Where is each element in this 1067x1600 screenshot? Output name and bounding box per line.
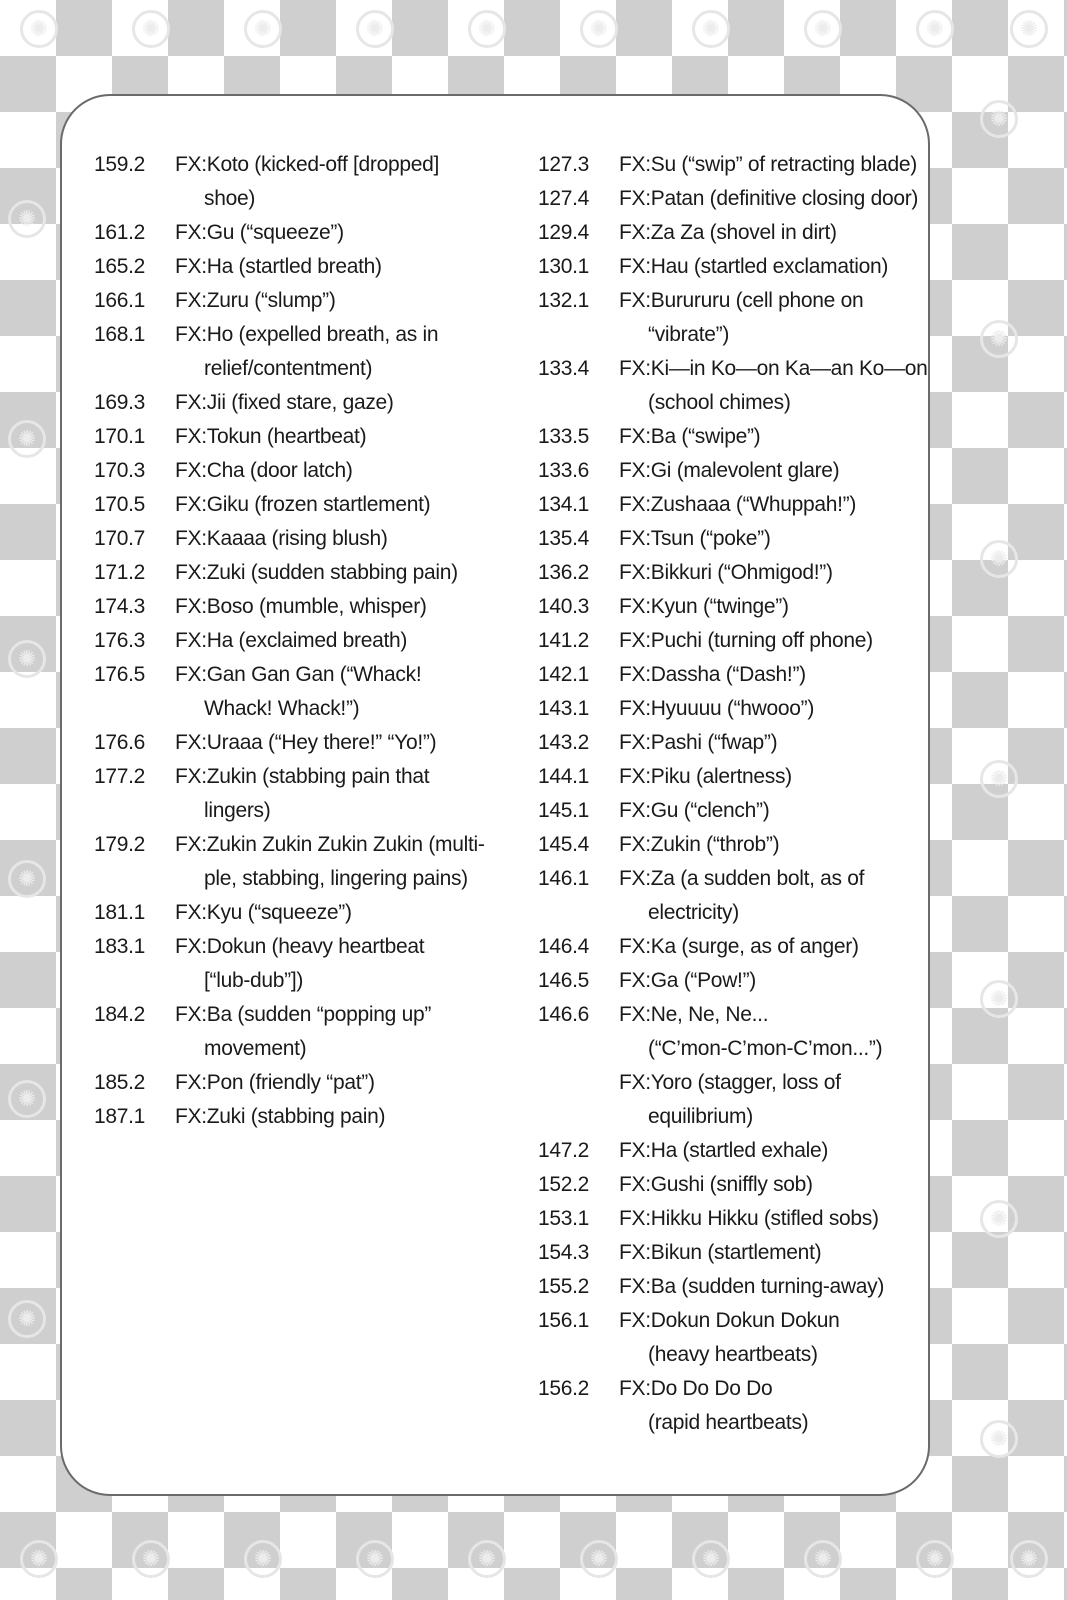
glossary-entry (538, 590, 918, 624)
sound-effect-text: FX:Zukin Zukin Zukin Zukin (multi- (175, 833, 485, 856)
panel-number: 140.3 (538, 595, 590, 618)
sound-effect-text: FX:Burururu (cell phone on (619, 289, 864, 312)
glossary-entry (94, 760, 504, 828)
glossary-entry (538, 760, 918, 794)
sound-effect-text: FX:Gushi (sniffly sob) (619, 1173, 813, 1196)
swirl-ornament-icon: ✺ (356, 10, 394, 48)
glossary-entry (94, 658, 504, 726)
sound-effect-text: FX:Piku (alertness) (619, 765, 792, 788)
sound-effect-text: FX:Puchi (turning off phone) (619, 629, 873, 652)
swirl-ornament-icon: ✺ (980, 980, 1018, 1018)
sound-effect-text-continued: [“lub-dub”]) (204, 969, 304, 992)
swirl-ornament-icon: ✺ (916, 1540, 954, 1578)
panel-number: 170.5 (94, 493, 146, 516)
sound-effect-text: FX:Do Do Do Do (619, 1377, 773, 1400)
glossary-entry (538, 488, 918, 522)
swirl-ornament-icon: ✺ (980, 540, 1018, 578)
sound-effect-text: FX:Dokun (heavy heartbeat (175, 935, 425, 958)
sound-effect-text: FX:Kyu (“squeeze”) (175, 901, 352, 924)
panel-number: 133.5 (538, 425, 590, 448)
glossary-entry (538, 1270, 918, 1304)
sound-effect-text-continued: “vibrate”) (648, 323, 730, 346)
sound-effect-text: FX:Zushaaa (“Whuppah!”) (619, 493, 857, 516)
glossary-entry (538, 828, 918, 862)
glossary-entry (538, 250, 918, 284)
sound-effect-text: FX:Yoro (stagger, loss of (619, 1071, 841, 1094)
panel-number: 176.3 (94, 629, 146, 652)
glossary-entry (538, 454, 918, 488)
glossary-entry (538, 1168, 918, 1202)
sound-effect-text: FX:Patan (definitive closing door) (619, 187, 919, 210)
panel-number: 183.1 (94, 935, 146, 958)
sound-effect-text: FX:Giku (frozen startlement) (175, 493, 431, 516)
glossary-entry (94, 896, 504, 930)
sound-effect-text: FX:Za Za (shovel in dirt) (619, 221, 837, 244)
swirl-ornament-icon: ✺ (980, 1200, 1018, 1238)
swirl-ornament-icon: ✺ (980, 100, 1018, 138)
panel-number: 154.3 (538, 1241, 590, 1264)
sound-effect-text: FX:Ha (exclaimed breath) (175, 629, 408, 652)
glossary-entry (94, 624, 504, 658)
panel-number: 181.1 (94, 901, 146, 924)
swirl-ornament-icon: ✺ (1010, 10, 1048, 48)
glossary-entry (538, 1134, 918, 1168)
panel-number: 143.1 (538, 697, 590, 720)
sound-effect-text: FX:Jii (fixed stare, gaze) (175, 391, 394, 414)
panel-number: 146.4 (538, 935, 590, 958)
panel-number: 145.1 (538, 799, 590, 822)
glossary-entry (94, 590, 504, 624)
swirl-ornament-icon: ✺ (132, 1540, 170, 1578)
glossary-entry (94, 1100, 504, 1134)
glossary-entry (94, 488, 504, 522)
sound-effect-text: FX:Ba (“swipe”) (619, 425, 761, 448)
sound-effect-text: FX:Hyuuuu (“hwooo”) (619, 697, 815, 720)
panel-number: 177.2 (94, 765, 146, 788)
swirl-ornament-icon: ✺ (980, 760, 1018, 798)
panel-number: 146.1 (538, 867, 590, 890)
panel-number: 133.4 (538, 357, 590, 380)
sound-effect-text: FX:Uraaa (“Hey there!” “Yo!”) (175, 731, 437, 754)
sound-effect-text-continued: Whack! Whack!”) (204, 697, 360, 720)
glossary-entry (94, 284, 504, 318)
sound-effect-text: FX:Dokun Dokun Dokun (619, 1309, 840, 1332)
sound-effect-text: FX:Gan Gan Gan (“Whack! (175, 663, 422, 686)
panel-number: 146.5 (538, 969, 590, 992)
panel-number: 144.1 (538, 765, 590, 788)
sound-effect-text: FX:Hikku Hikku (stifled sobs) (619, 1207, 879, 1230)
sound-effects-glossary-panel (60, 94, 930, 1496)
panel-number: 184.2 (94, 1003, 146, 1026)
glossary-entry (538, 556, 918, 590)
glossary-entry (538, 1236, 918, 1270)
swirl-ornament-icon: ✺ (692, 10, 730, 48)
swirl-ornament-icon: ✺ (804, 1540, 842, 1578)
panel-number: 170.7 (94, 527, 146, 550)
panel-number: 185.2 (94, 1071, 146, 1094)
glossary-entry (538, 692, 918, 726)
swirl-ornament-icon: ✺ (244, 1540, 282, 1578)
swirl-ornament-icon: ✺ (8, 420, 46, 458)
panel-number: 171.2 (94, 561, 146, 584)
sound-effect-text: FX:Hau (startled exclamation) (619, 255, 889, 278)
swirl-ornament-icon: ✺ (692, 1540, 730, 1578)
swirl-ornament-icon: ✺ (980, 320, 1018, 358)
sound-effect-text: FX:Bikun (startlement) (619, 1241, 822, 1264)
panel-number: 165.2 (94, 255, 146, 278)
sound-effect-text: FX:Za (a sudden bolt, as of (619, 867, 865, 890)
swirl-ornament-icon: ✺ (468, 10, 506, 48)
glossary-entry (538, 216, 918, 250)
sound-effect-text: FX:Pon (friendly “pat”) (175, 1071, 375, 1094)
glossary-entry (538, 522, 918, 556)
glossary-entry (94, 522, 504, 556)
swirl-ornament-icon: ✺ (580, 1540, 618, 1578)
glossary-entry (94, 216, 504, 250)
swirl-ornament-icon: ✺ (980, 1420, 1018, 1458)
panel-number: 155.2 (538, 1275, 590, 1298)
panel-number: 153.1 (538, 1207, 590, 1230)
glossary-entry (94, 250, 504, 284)
sound-effect-text-continued: (rapid heartbeats) (648, 1411, 809, 1434)
glossary-entry (94, 1066, 504, 1100)
panel-number: 168.1 (94, 323, 146, 346)
glossary-column-right (538, 148, 928, 1440)
swirl-ornament-icon: ✺ (468, 1540, 506, 1578)
glossary-entry (538, 726, 918, 760)
sound-effect-text-continued: lingers) (204, 799, 271, 822)
swirl-ornament-icon: ✺ (8, 860, 46, 898)
sound-effect-text-continued: (school chimes) (648, 391, 791, 414)
sound-effect-text: FX:Gu (“clench”) (619, 799, 770, 822)
panel-number: 127.3 (538, 153, 590, 176)
panel-number: 161.2 (94, 221, 146, 244)
glossary-entry (94, 420, 504, 454)
glossary-entry (538, 1202, 918, 1236)
sound-effect-text-continued: relief/contentment) (204, 357, 373, 380)
sound-effect-text: FX:Zuki (sudden stabbing pain) (175, 561, 458, 584)
glossary-entry (538, 352, 928, 420)
panel-number: 176.5 (94, 663, 146, 686)
panel-number: 179.2 (94, 833, 146, 856)
sound-effect-text: FX:Su (“swip” of retracting blade) (619, 153, 917, 176)
sound-effect-text: FX:Ki—in Ko—on Ka—an Ko—on (619, 357, 928, 380)
sound-effect-text: FX:Kyun (“twinge”) (619, 595, 789, 618)
swirl-ornament-icon: ✺ (8, 640, 46, 678)
sound-effect-text-continued: ple, stabbing, lingering pains) (204, 867, 468, 890)
panel-number: 143.2 (538, 731, 590, 754)
sound-effect-text: FX:Dassha (“Dash!”) (619, 663, 806, 686)
glossary-entry (94, 454, 504, 488)
sound-effect-text: FX:Gi (malevolent glare) (619, 459, 840, 482)
glossary-entry (94, 828, 504, 896)
sound-effect-text: FX:Ha (startled breath) (175, 255, 382, 278)
sound-effect-text: FX:Ba (sudden “popping up” (175, 1003, 432, 1026)
sound-effect-text: FX:Zukin (“throb”) (619, 833, 780, 856)
panel-number: 135.4 (538, 527, 590, 550)
sound-effect-text: FX:Ba (sudden turning-away) (619, 1275, 885, 1298)
sound-effect-text: FX:Boso (mumble, whisper) (175, 595, 427, 618)
panel-number: 129.4 (538, 221, 590, 244)
panel-number: 145.4 (538, 833, 590, 856)
panel-number: 147.2 (538, 1139, 590, 1162)
panel-number: 141.2 (538, 629, 590, 652)
sound-effect-text-continued: shoe) (204, 187, 256, 210)
swirl-ornament-icon: ✺ (1010, 1540, 1048, 1578)
glossary-entry (94, 148, 504, 216)
swirl-ornament-icon: ✺ (20, 10, 58, 48)
sound-effect-text: FX:Cha (door latch) (175, 459, 353, 482)
panel-number: 170.1 (94, 425, 146, 448)
swirl-ornament-icon: ✺ (804, 10, 842, 48)
glossary-entry (538, 862, 918, 930)
swirl-ornament-icon: ✺ (8, 1300, 46, 1338)
panel-number: 130.1 (538, 255, 590, 278)
sound-effect-text: FX:Pashi (“fwap”) (619, 731, 778, 754)
sound-effect-text-continued: (“C’mon-C’mon-C’mon...”) (648, 1037, 883, 1060)
swirl-ornament-icon: ✺ (916, 10, 954, 48)
sound-effect-text: FX:Ho (expelled breath, as in (175, 323, 439, 346)
panel-number: 146.6 (538, 1003, 590, 1026)
panel-number: 127.4 (538, 187, 590, 210)
panel-number: 156.2 (538, 1377, 590, 1400)
panel-number: 142.1 (538, 663, 590, 686)
panel-number: 166.1 (94, 289, 146, 312)
glossary-entry (538, 1066, 918, 1134)
sound-effect-text: FX:Tokun (heartbeat) (175, 425, 367, 448)
glossary-entry (538, 182, 918, 216)
glossary-entry (538, 284, 918, 352)
glossary-entry (538, 998, 918, 1066)
glossary-entry (94, 998, 504, 1066)
glossary-entry (538, 148, 918, 182)
glossary-entry (538, 1372, 918, 1440)
swirl-ornament-icon: ✺ (132, 10, 170, 48)
sound-effect-text: FX:Ne, Ne, Ne... (619, 1003, 769, 1026)
sound-effect-text-continued: (heavy heartbeats) (648, 1343, 818, 1366)
glossary-entry (94, 930, 504, 998)
panel-number: 132.1 (538, 289, 590, 312)
glossary-entry (538, 1304, 918, 1372)
glossary-entry (538, 624, 918, 658)
sound-effect-text: FX:Kaaaa (rising blush) (175, 527, 388, 550)
glossary-entry (94, 318, 504, 386)
panel-number: 134.1 (538, 493, 590, 516)
glossary-entry (94, 386, 504, 420)
swirl-ornament-icon: ✺ (356, 1540, 394, 1578)
glossary-entry (538, 794, 918, 828)
sound-effect-text-continued: movement) (204, 1037, 307, 1060)
sound-effect-text: FX:Zuki (stabbing pain) (175, 1105, 386, 1128)
sound-effect-text: FX:Zuru (“slump”) (175, 289, 336, 312)
sound-effect-text: FX:Zukin (stabbing pain that (175, 765, 430, 788)
panel-number: 159.2 (94, 153, 146, 176)
swirl-ornament-icon: ✺ (8, 1080, 46, 1118)
panel-number: 174.3 (94, 595, 146, 618)
sound-effect-text: FX:Tsun (“poke”) (619, 527, 771, 550)
glossary-column-left (94, 148, 504, 1134)
panel-number: 176.6 (94, 731, 146, 754)
glossary-entry (538, 420, 918, 454)
panel-number: 170.3 (94, 459, 146, 482)
panel-number: 136.2 (538, 561, 590, 584)
sound-effect-text: FX:Koto (kicked-off [dropped] (175, 153, 440, 176)
glossary-entry (94, 726, 504, 760)
panel-number: 152.2 (538, 1173, 590, 1196)
panel-number: 187.1 (94, 1105, 146, 1128)
sound-effect-text: FX:Ha (startled exhale) (619, 1139, 829, 1162)
sound-effect-text-continued: electricity) (648, 901, 739, 924)
sound-effect-text: FX:Ga (“Pow!”) (619, 969, 756, 992)
swirl-ornament-icon: ✺ (8, 200, 46, 238)
panel-number: 133.6 (538, 459, 590, 482)
glossary-entry (538, 930, 918, 964)
glossary-entry (538, 658, 918, 692)
sound-effect-text: FX:Gu (“squeeze”) (175, 221, 344, 244)
panel-number: 156.1 (538, 1309, 590, 1332)
sound-effect-text: FX:Bikkuri (“Ohmigod!”) (619, 561, 833, 584)
panel-number: 169.3 (94, 391, 146, 414)
swirl-ornament-icon: ✺ (244, 10, 282, 48)
sound-effect-text-continued: equilibrium) (648, 1105, 753, 1128)
glossary-entry (538, 964, 918, 998)
sound-effect-text: FX:Ka (surge, as of anger) (619, 935, 859, 958)
swirl-ornament-icon: ✺ (580, 10, 618, 48)
glossary-entry (94, 556, 504, 590)
swirl-ornament-icon: ✺ (20, 1540, 58, 1578)
